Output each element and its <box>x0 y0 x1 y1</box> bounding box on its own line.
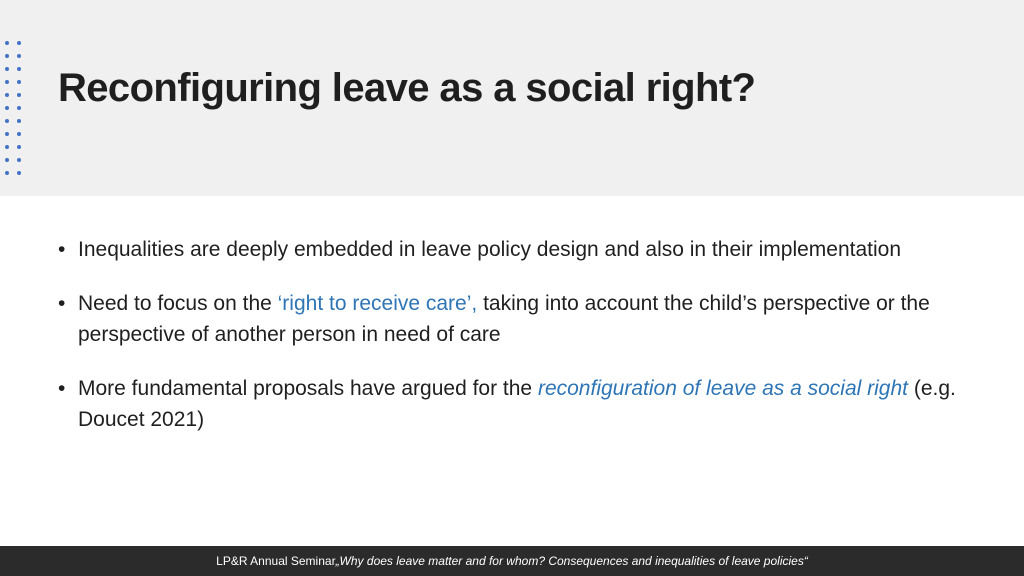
dot <box>5 145 9 149</box>
dot <box>17 132 21 136</box>
bullet-highlight: reconfiguration of leave as a social right <box>537 377 908 400</box>
bullet-text: Inequalities are deeply embedded in leave policy design and also in their implementation <box>78 238 902 261</box>
dot <box>17 80 21 84</box>
dot <box>17 41 21 45</box>
bullet-item <box>58 373 988 435</box>
dot <box>5 80 9 84</box>
bullet-text-pre: More fundamental proposals have argued for the <box>78 377 538 400</box>
dot <box>17 106 21 110</box>
bullet-text-post: taking into account the child’s perspective or the perspective of another person in need of care <box>78 292 930 346</box>
dot <box>5 132 9 136</box>
bullet-list <box>58 234 988 458</box>
bullet-text-pre: Need to focus on the <box>78 292 278 315</box>
bullet-marker: • <box>58 238 66 261</box>
dot <box>5 54 9 58</box>
decorative-dot-grid <box>5 41 22 175</box>
dot <box>5 158 9 162</box>
bullet-highlight: ‘right to receive care’, <box>277 292 478 315</box>
dot <box>17 54 21 58</box>
title-band <box>0 0 1024 196</box>
dot <box>5 119 9 123</box>
dot <box>17 93 21 97</box>
dot <box>17 145 21 149</box>
dot <box>5 106 9 110</box>
dot <box>17 171 21 175</box>
dot <box>5 93 9 97</box>
bullet-item <box>58 234 988 265</box>
dot <box>5 171 9 175</box>
dot <box>5 67 9 71</box>
bullet-text-post: (e.g. Doucet 2021) <box>78 377 956 431</box>
dot <box>5 41 9 45</box>
dot <box>17 158 21 162</box>
footer-seminar-title: „Why does leave matter and for whom? Consequences and inequalities of leave policies“ <box>335 554 808 568</box>
footer-bar <box>0 546 1024 576</box>
slide-title: Reconfiguring leave as a social right? <box>58 66 756 110</box>
bullet-item <box>58 288 988 350</box>
dot <box>17 67 21 71</box>
bullet-marker: • <box>58 377 66 400</box>
bullet-marker: • <box>58 292 66 315</box>
dot <box>17 119 21 123</box>
footer-prefix: LP&R Annual Seminar <box>216 554 336 568</box>
